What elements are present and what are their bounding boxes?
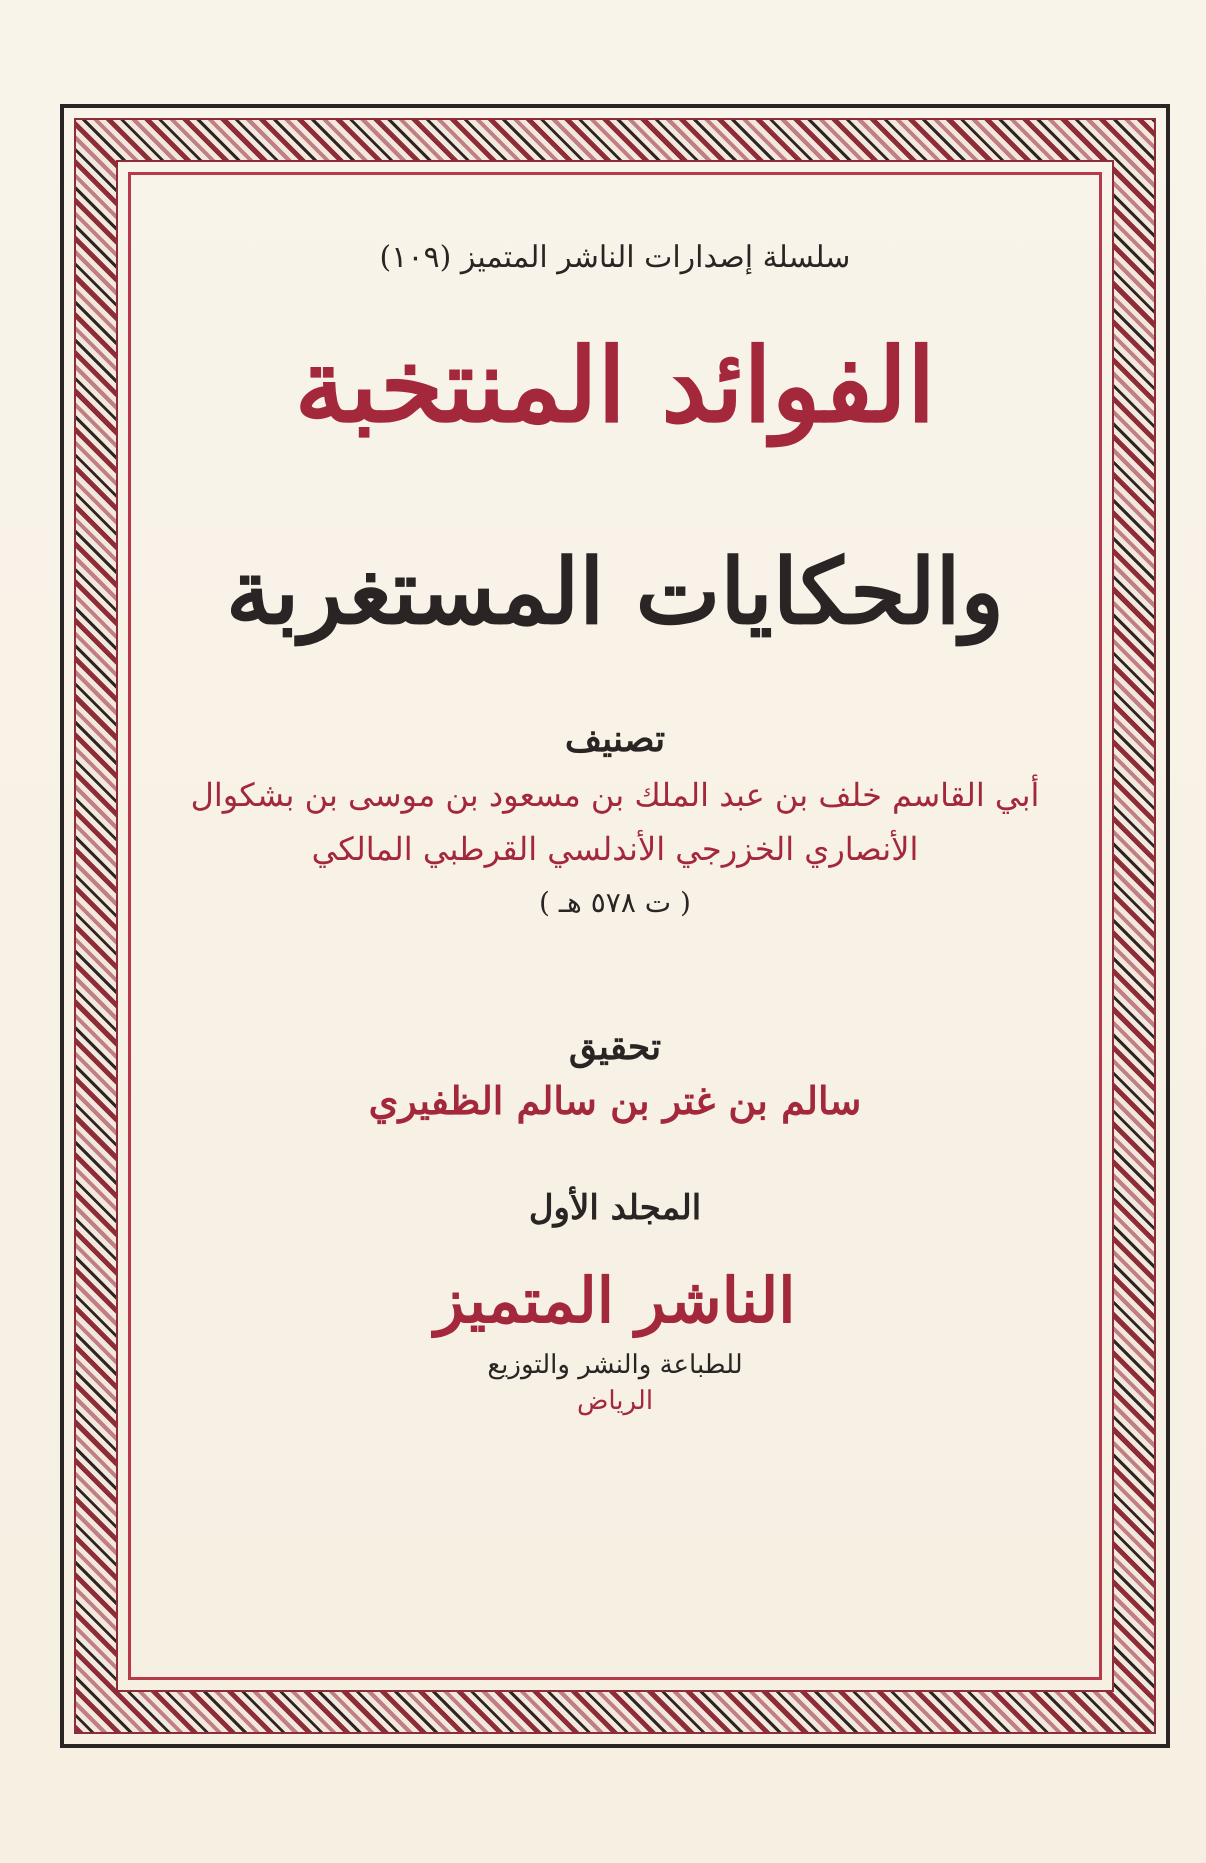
- book-title-line2: والحكايات المستغربة: [226, 539, 1004, 645]
- compiled-label: تصنيف: [564, 718, 666, 760]
- publisher-subtitle: للطباعة والنشر والتوزيع: [487, 1350, 743, 1380]
- publisher-city: الرياض: [576, 1386, 654, 1416]
- editor-name: سالم بن غتر بن سالم الظفيري: [368, 1078, 862, 1123]
- author-line1: أبي القاسم خلف بن عبد الملك بن مسعود بن موسى بن بشكوال: [190, 776, 1040, 814]
- death-date: ( ت ٥٧٨ هـ ): [539, 886, 691, 919]
- edited-label: تحقيق: [568, 1026, 662, 1068]
- volume-label: المجلد الأول: [528, 1188, 702, 1228]
- publisher-logo-text: الناشر المتميز: [434, 1264, 796, 1337]
- cover-content: [134, 178, 1096, 1674]
- series-title: سلسلة إصدارات الناشر المتميز (١٠٩): [379, 240, 851, 275]
- book-title-line1: الفوائد المنتخبة: [294, 326, 936, 446]
- author-line2: الأنصاري الخزرجي الأندلسي القرطبي المالكي: [311, 830, 919, 868]
